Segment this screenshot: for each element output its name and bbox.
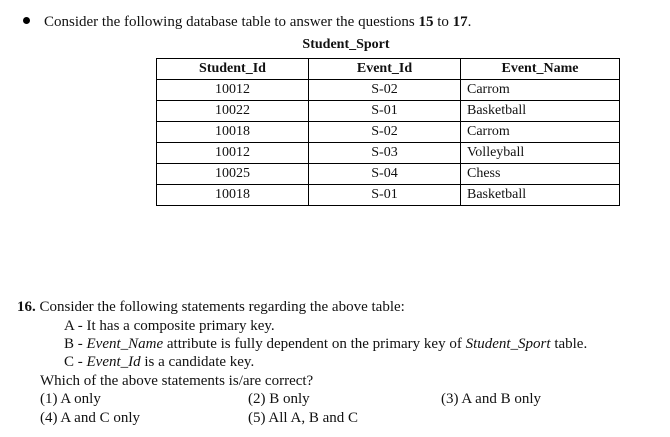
intro-text-after: .	[467, 14, 472, 30]
cell-event-id: S-01	[309, 101, 461, 122]
statement-b-table: Student_Sport	[465, 336, 551, 352]
intro-line	[23, 14, 471, 31]
statement-c-prefix: C -	[64, 354, 87, 370]
table-title: Student_Sport	[302, 37, 390, 52]
statement-c	[64, 354, 254, 371]
statement-b-mid: attribute is fully dependent on the primary key of	[163, 336, 466, 352]
cell-event-name: Carrom	[461, 122, 620, 143]
bullet-icon	[23, 17, 30, 24]
intro-text: Consider the following database table to answer the questions	[44, 14, 419, 30]
table-row	[157, 122, 620, 143]
option-1: (1) A only	[40, 391, 101, 407]
cell-student-id: 10022	[157, 101, 309, 122]
statement-c-suffix: is a candidate key.	[140, 354, 255, 370]
question-number: 16.	[17, 299, 36, 315]
intro-range-start: 15	[418, 14, 434, 30]
option-3: (3) A and B only	[441, 391, 541, 407]
option-4: (4) A and C only	[40, 410, 140, 426]
header-event-name: Event_Name	[461, 59, 620, 80]
cell-event-name: Basketball	[461, 185, 620, 206]
cell-event-name: Basketball	[461, 101, 620, 122]
cell-event-id: S-03	[309, 143, 461, 164]
option-2: (2) B only	[248, 391, 310, 407]
cell-event-id: S-01	[309, 185, 461, 206]
student-sport-table	[156, 58, 620, 206]
statement-c-attr: Event_Id	[86, 354, 141, 370]
cell-event-id: S-02	[309, 80, 461, 101]
cell-student-id: 10018	[157, 122, 309, 143]
header-event-id: Event_Id	[309, 59, 461, 80]
question-prompt-line	[17, 299, 405, 316]
cell-student-id: 10025	[157, 164, 309, 185]
cell-event-name: Chess	[461, 164, 620, 185]
table-row	[157, 80, 620, 101]
cell-student-id: 10018	[157, 185, 309, 206]
cell-event-id: S-02	[309, 122, 461, 143]
cell-student-id: 10012	[157, 143, 309, 164]
table-row	[157, 101, 620, 122]
statement-a: A - It has a composite primary key.	[64, 318, 275, 334]
cell-event-name: Carrom	[461, 80, 620, 101]
header-student-id: Student_Id	[157, 59, 309, 80]
statement-b-attr: Event_Name	[86, 336, 164, 352]
table-header-row	[157, 59, 620, 80]
question-prompt: Consider the following statements regarding the above table:	[39, 299, 405, 315]
statement-b-suffix: table.	[550, 336, 588, 352]
cell-event-id: S-04	[309, 164, 461, 185]
table-row	[157, 185, 620, 206]
cell-student-id: 10012	[157, 80, 309, 101]
cell-event-name: Volleyball	[461, 143, 620, 164]
table-row	[157, 143, 620, 164]
table-row	[157, 164, 620, 185]
statement-b-prefix: B -	[64, 336, 87, 352]
option-5: (5) All A, B and C	[248, 410, 359, 426]
question-ask: Which of the above statements is/are correct?	[40, 373, 314, 389]
statement-b	[64, 336, 587, 353]
intro-range-end: 17	[452, 14, 468, 30]
intro-text-mid: to	[433, 14, 453, 30]
